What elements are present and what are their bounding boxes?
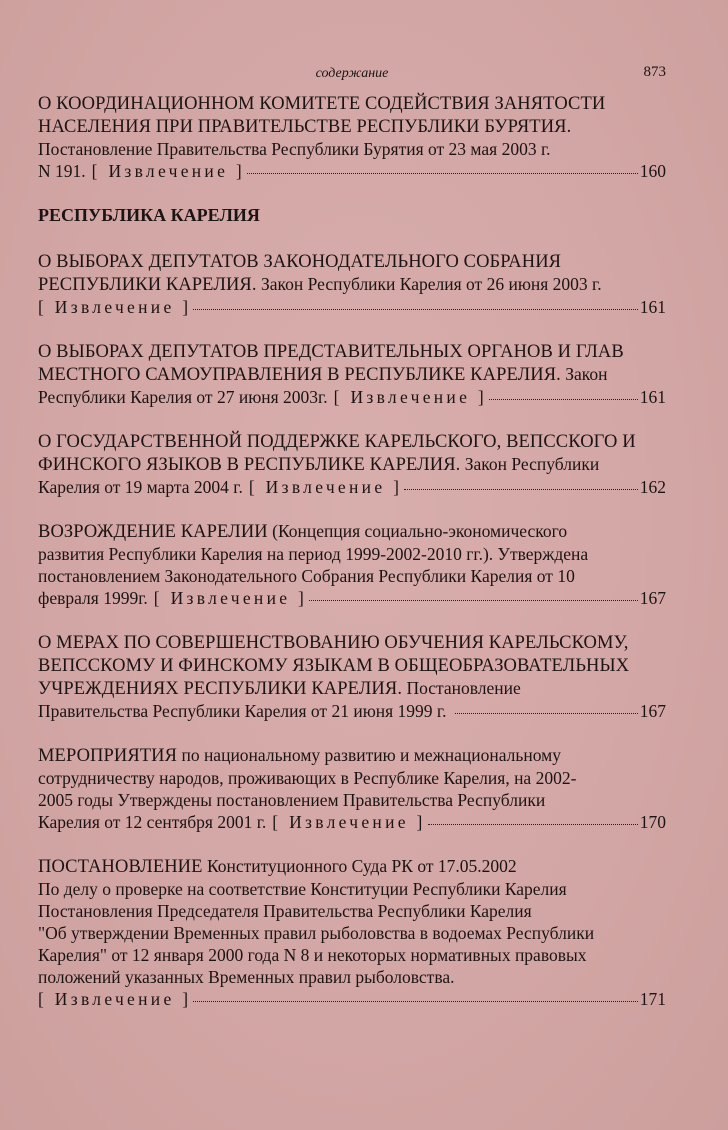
toc-entry-line: [38, 363, 666, 386]
entry-text: N 191.: [38, 161, 86, 181]
entry-text: Республики Карелия от 27 июня 2003г.: [38, 387, 328, 407]
entry-text: по национальному развитию и межнациональному: [177, 745, 561, 765]
entry-text: Постановление Правительства Республики Бурятия от 23 мая 2003 г.: [38, 139, 551, 159]
dot-leader: [309, 600, 638, 601]
toc-entry-line: [38, 430, 666, 453]
toc-entry: [38, 340, 666, 408]
table-of-contents: [38, 92, 666, 1032]
toc-entry-last-line: [38, 700, 666, 722]
toc-entry-line: [38, 543, 666, 565]
toc-entry-line: [38, 944, 666, 966]
entry-text: Карелия от 12 сентября 2001 г.: [38, 812, 267, 832]
entry-title-caps: МЕРОПРИЯТИЯ: [38, 746, 178, 766]
toc-entry-last-line: [38, 476, 666, 498]
toc-entry-line: [38, 654, 666, 677]
toc-entry-line: [38, 744, 666, 767]
entry-title-caps: О МЕРАХ ПО СОВЕРШЕНСТВОВАНИЮ ОБУЧЕНИЯ КАРЕЛЬСКОМУ,: [38, 633, 629, 653]
excerpt-marker: [ Извлечение ]: [91, 161, 245, 181]
entry-text: постановлением Законодательного Собрания Республики Карелия от 10: [38, 566, 575, 586]
toc-entry-line: [38, 966, 666, 988]
entry-text: Закон Республики Карелия от 26 июня 2003 г.: [256, 274, 602, 294]
entry-text: Конституционного Суда РК от 17.05.2002: [202, 856, 517, 876]
entry-title-caps: О ВЫБОРАХ ДЕПУТАТОВ ПРЕДСТАВИТЕЛЬНЫХ ОРГАНОВ И ГЛАВ: [38, 342, 624, 362]
entry-text: "Об утверждении Временных правил рыболовства в водоемах Республики: [38, 923, 595, 943]
entry-page-number: 167: [639, 588, 666, 608]
toc-entry-line: [38, 138, 666, 160]
toc-entry-last-line: [38, 587, 666, 609]
toc-entry-last-line: [38, 386, 666, 408]
toc-entry-line: [38, 900, 666, 922]
entry-text: Постановление: [402, 678, 521, 698]
entry-text: Закон Республики: [460, 454, 600, 474]
toc-entry-line: [38, 565, 666, 587]
entry-title-caps: ВЕПССКОМУ И ФИНСКОМУ ЯЗЫКАМ В ОБЩЕОБРАЗОВАТЕЛЬНЫХ: [38, 656, 630, 676]
entry-title-caps: МЕСТНОГО САМОУПРАВЛЕНИЯ В РЕСПУБЛИКЕ КАРЕЛИЯ.: [38, 365, 561, 385]
excerpt-marker: [ Извлечение ]: [153, 588, 308, 608]
toc-entry-last-line: [38, 811, 666, 833]
entry-text: 2005 годы Утверждены постановлением Правительства Республики: [38, 790, 546, 810]
toc-entry-line: [38, 250, 666, 273]
toc-entry: [38, 92, 666, 182]
toc-entry-line: [38, 767, 666, 789]
entry-text: По делу о проверке на соответствие Конституции Республики Карелия: [38, 879, 567, 899]
entry-text: развития Республики Карелия на период 1999-2002-2010 гг.). Утверждена: [38, 544, 589, 564]
toc-entry: [38, 631, 666, 722]
page-number: 873: [643, 64, 666, 80]
entry-text: Постановления Председателя Правительства Республики Карелия: [38, 901, 532, 921]
dot-leader: [455, 713, 638, 714]
entries-before-section: [38, 92, 666, 182]
entry-page-number: 162: [639, 477, 666, 497]
toc-entry-line: [38, 273, 666, 296]
excerpt-marker: [ Извлечение ]: [272, 812, 426, 832]
entry-page-number: 167: [639, 701, 666, 721]
entry-text: (Концепция социально-экономического: [267, 521, 568, 541]
toc-entry-line: [38, 631, 666, 654]
excerpt-marker: [ Извлечение ]: [248, 477, 403, 497]
entry-text: февраля 1999г.: [38, 588, 148, 608]
entry-title-caps: ПОСТАНОВЛЕНИЕ: [38, 857, 203, 877]
section-heading: РЕСПУБЛИКА КАРЕЛИЯ: [38, 205, 260, 225]
entry-title-caps: О ВЫБОРАХ ДЕПУТАТОВ ЗАКОНОДАТЕЛЬНОГО СОБРАНИЯ: [38, 252, 562, 272]
entry-page-number: 171: [639, 989, 666, 1009]
toc-entry-last-line: [38, 988, 666, 1010]
entry-text: Карелия" от 12 января 2000 года N 8 и некоторых нормативных правовых: [38, 945, 587, 965]
entry-page-number: 170: [639, 812, 666, 832]
entry-page-number: 161: [639, 387, 666, 407]
toc-entry-line: [38, 789, 666, 811]
toc-entry-line: [38, 520, 666, 543]
dot-leader: [247, 173, 638, 174]
toc-entry-last-line: [38, 296, 666, 318]
excerpt-marker: [ Извлечение ]: [38, 989, 192, 1009]
excerpt-marker: [ Извлечение ]: [38, 297, 192, 317]
running-title: содержание: [315, 66, 389, 81]
entry-text: положений указанных Временных правил рыболовства.: [38, 967, 455, 987]
entry-title-caps: О КООРДИНАЦИОННОМ КОМИТЕТЕ СОДЕЙСТВИЯ ЗАНЯТОСТИ: [38, 94, 606, 114]
toc-entry-line: [38, 677, 666, 700]
entry-title-caps: О ГОСУДАРСТВЕННОЙ ПОДДЕРЖКЕ КАРЕЛЬСКОГО, ВЕПССКОГО И: [38, 432, 636, 452]
entry-title-caps: ВОЗРОЖДЕНИЕ КАРЕЛИИ: [38, 522, 268, 542]
toc-entry-last-line: [38, 160, 666, 182]
entry-text: Карелия от 19 марта 2004 г.: [38, 477, 243, 497]
toc-entry: [38, 520, 666, 609]
toc-entry-line: [38, 115, 666, 138]
dot-leader: [428, 824, 638, 825]
dot-leader: [193, 1001, 637, 1002]
toc-entry-line: [38, 92, 666, 115]
toc-entry-line: [38, 340, 666, 363]
entry-title-caps: НАСЕЛЕНИЯ ПРИ ПРАВИТЕЛЬСТВЕ РЕСПУБЛИКИ БУРЯТИЯ.: [38, 117, 572, 137]
toc-entry-line: [38, 453, 666, 476]
dot-leader: [193, 309, 637, 310]
toc-entry: [38, 855, 666, 1010]
entry-title-caps: ФИНСКОГО ЯЗЫКОВ В РЕСПУБЛИКЕ КАРЕЛИЯ.: [38, 455, 461, 475]
entries-karelia: [38, 250, 666, 1010]
entry-text: Правительства Республики Карелия от 21 июня 1999 г.: [38, 701, 447, 721]
toc-entry: [38, 430, 666, 498]
toc-entry-line: [38, 922, 666, 944]
entry-text: сотрудничеству народов, проживающих в Республике Карелия, на 2002-: [38, 768, 577, 788]
entry-page-number: 161: [639, 297, 666, 317]
running-head: [38, 64, 666, 84]
toc-entry: [38, 250, 666, 318]
entry-text: Закон: [560, 364, 608, 384]
dot-leader: [404, 489, 638, 490]
toc-entry-line: [38, 855, 666, 878]
entry-title-caps: РЕСПУБЛИКИ КАРЕЛИЯ.: [38, 275, 257, 295]
toc-entry-line: [38, 878, 666, 900]
toc-entry: [38, 744, 666, 833]
entry-title-caps: УЧРЕЖДЕНИЯХ РЕСПУБЛИКИ КАРЕЛИЯ.: [38, 679, 403, 699]
dot-leader: [489, 399, 638, 400]
entry-page-number: 160: [639, 161, 666, 181]
excerpt-marker: [ Извлечение ]: [333, 387, 487, 407]
